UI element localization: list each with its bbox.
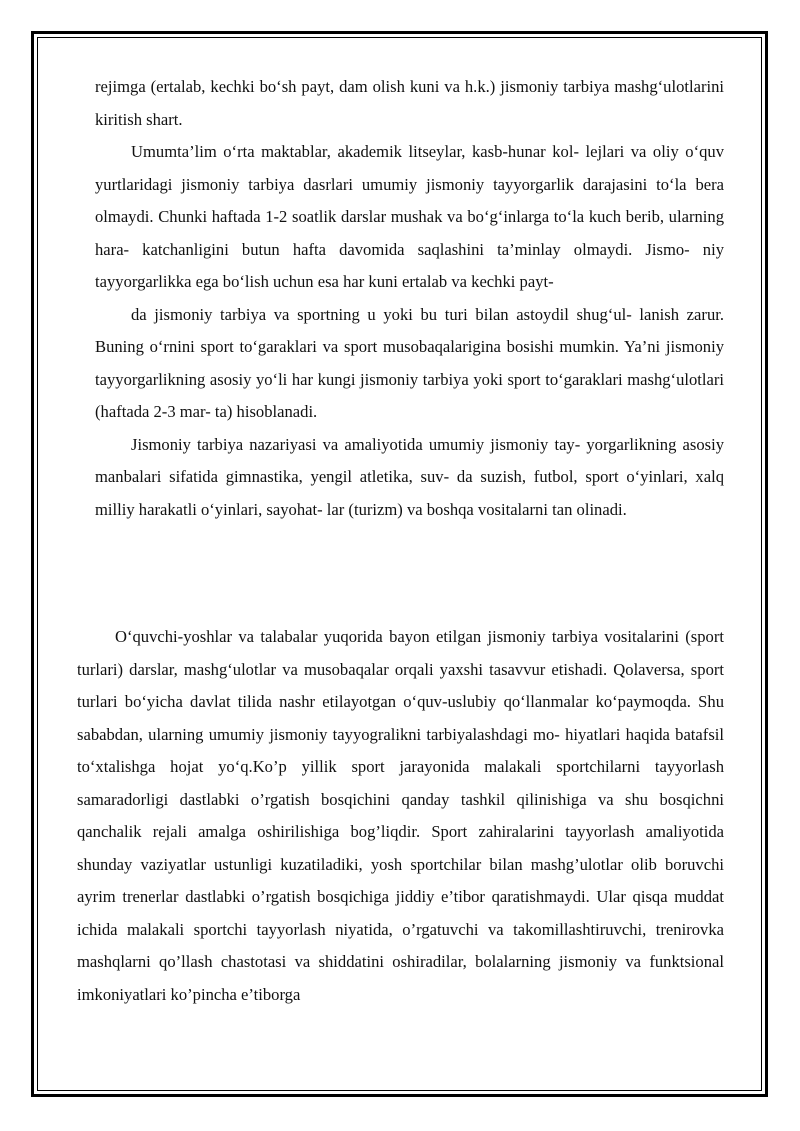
upper-text-block xyxy=(95,71,724,526)
paragraph-5: O‘quvchi-yoshlar va talabalar yuqorida bayon etilgan jismoniy tarbiya vositalarini (sport turlari) darslar, mashg‘ulotlar va musobaqalar orqali yaxshi tasavvur etishadi. Qolaversa, sport turlari bo‘yicha davlat tilida nashr etilayotgan o‘quv-uslubiy qo‘llanmalar ko‘paymoqda. Shu sababdan, ularning umumiy jismoniy tayyogralikni tarbiyalashdagi mo- hiyatlari haqida batafsil to‘xtalishga hojat yo‘q.Ko’p yillik sport jarayonida malakali sportchilarni tayyorlash samaradorligi dastlabki o’rgatish bosqichini qanday tashkil qilinishiga va shu bosqichni qanchalik rejali amalga oshirilishiga bog’liqdir. Sport zahiralarini tayyorlash amaliyotida shunday vaziyatlar ustunligi kuzatiladiki, yosh sportchilar bilan mashg’ulotlar olib boruvchi ayrim trenerlar dastlabki o’rgatish bosqichiga jiddiy e’tibor qaratishmaydi. Ular qisqa muddat ichida malakali sportchi tayyorlash niyatida, o’rgatuvchi va takomillashtiruvchi, trenirovka mashqlarni qo’llash chastotasi va shiddatini oshiradilar, bolalarning jismoniy va funktsional imkoniyatlari ko’pincha e’tiborga xyxy=(77,627,724,1004)
paragraph-2: Umumta’lim o‘rta maktablar, akademik litseylar, kasb-hunar kol- lejlari va oliy o‘quv yurtlaridagi jismoniy tarbiya dasrlari umumiy jismoniy tayyorgarlik darajasini to‘la bera olmaydi. Chunki haftada 1-2 soatlik darslar mushak va bo‘g‘inlarga to‘la kuch berib, ularning hara- katchanligini butun hafta davomida saqlashini ta’minlay olmaydi. Jismo- niy tayyorgarlikka ega bo‘lish uchun esa har kuni ertalab va kechki payt- xyxy=(95,142,724,291)
paragraph-3: da jismoniy tarbiya va sportning u yoki bu turi bilan astoydil shug‘ul- lanish zarur. Buning o‘rnini sport to‘garaklari va sport musobaqalarigina bosishi mumkin. Ya’ni jismoniy tayyorgarlikning asosiy yo‘li har kungi jismoniy tarbiya yoki sport to‘garaklari mashg‘ulotlari (haftada 2-3 mar- ta) hisoblanadi. xyxy=(95,304,724,421)
paragraph-1: rejimga (ertalab, kechki bo‘sh payt, dam olish kuni va h.k.) jismoniy tarbiya mashg‘ulotlarini kiritish shart. xyxy=(95,77,724,129)
paragraph-4: Jismoniy tarbiya nazariyasi va amaliyotida umumiy jismoniy tay- yorgarlikning asosiy manbalari sifatida gimnastika, yengil atletika, suv- da suzish, futbol, sport o‘yinlari, xalq milliy harakatli o‘yinlari, sayohat- lar (turizm) va boshqa vositalarni tan olinadi. xyxy=(95,434,724,519)
lower-text-block xyxy=(77,621,724,1011)
